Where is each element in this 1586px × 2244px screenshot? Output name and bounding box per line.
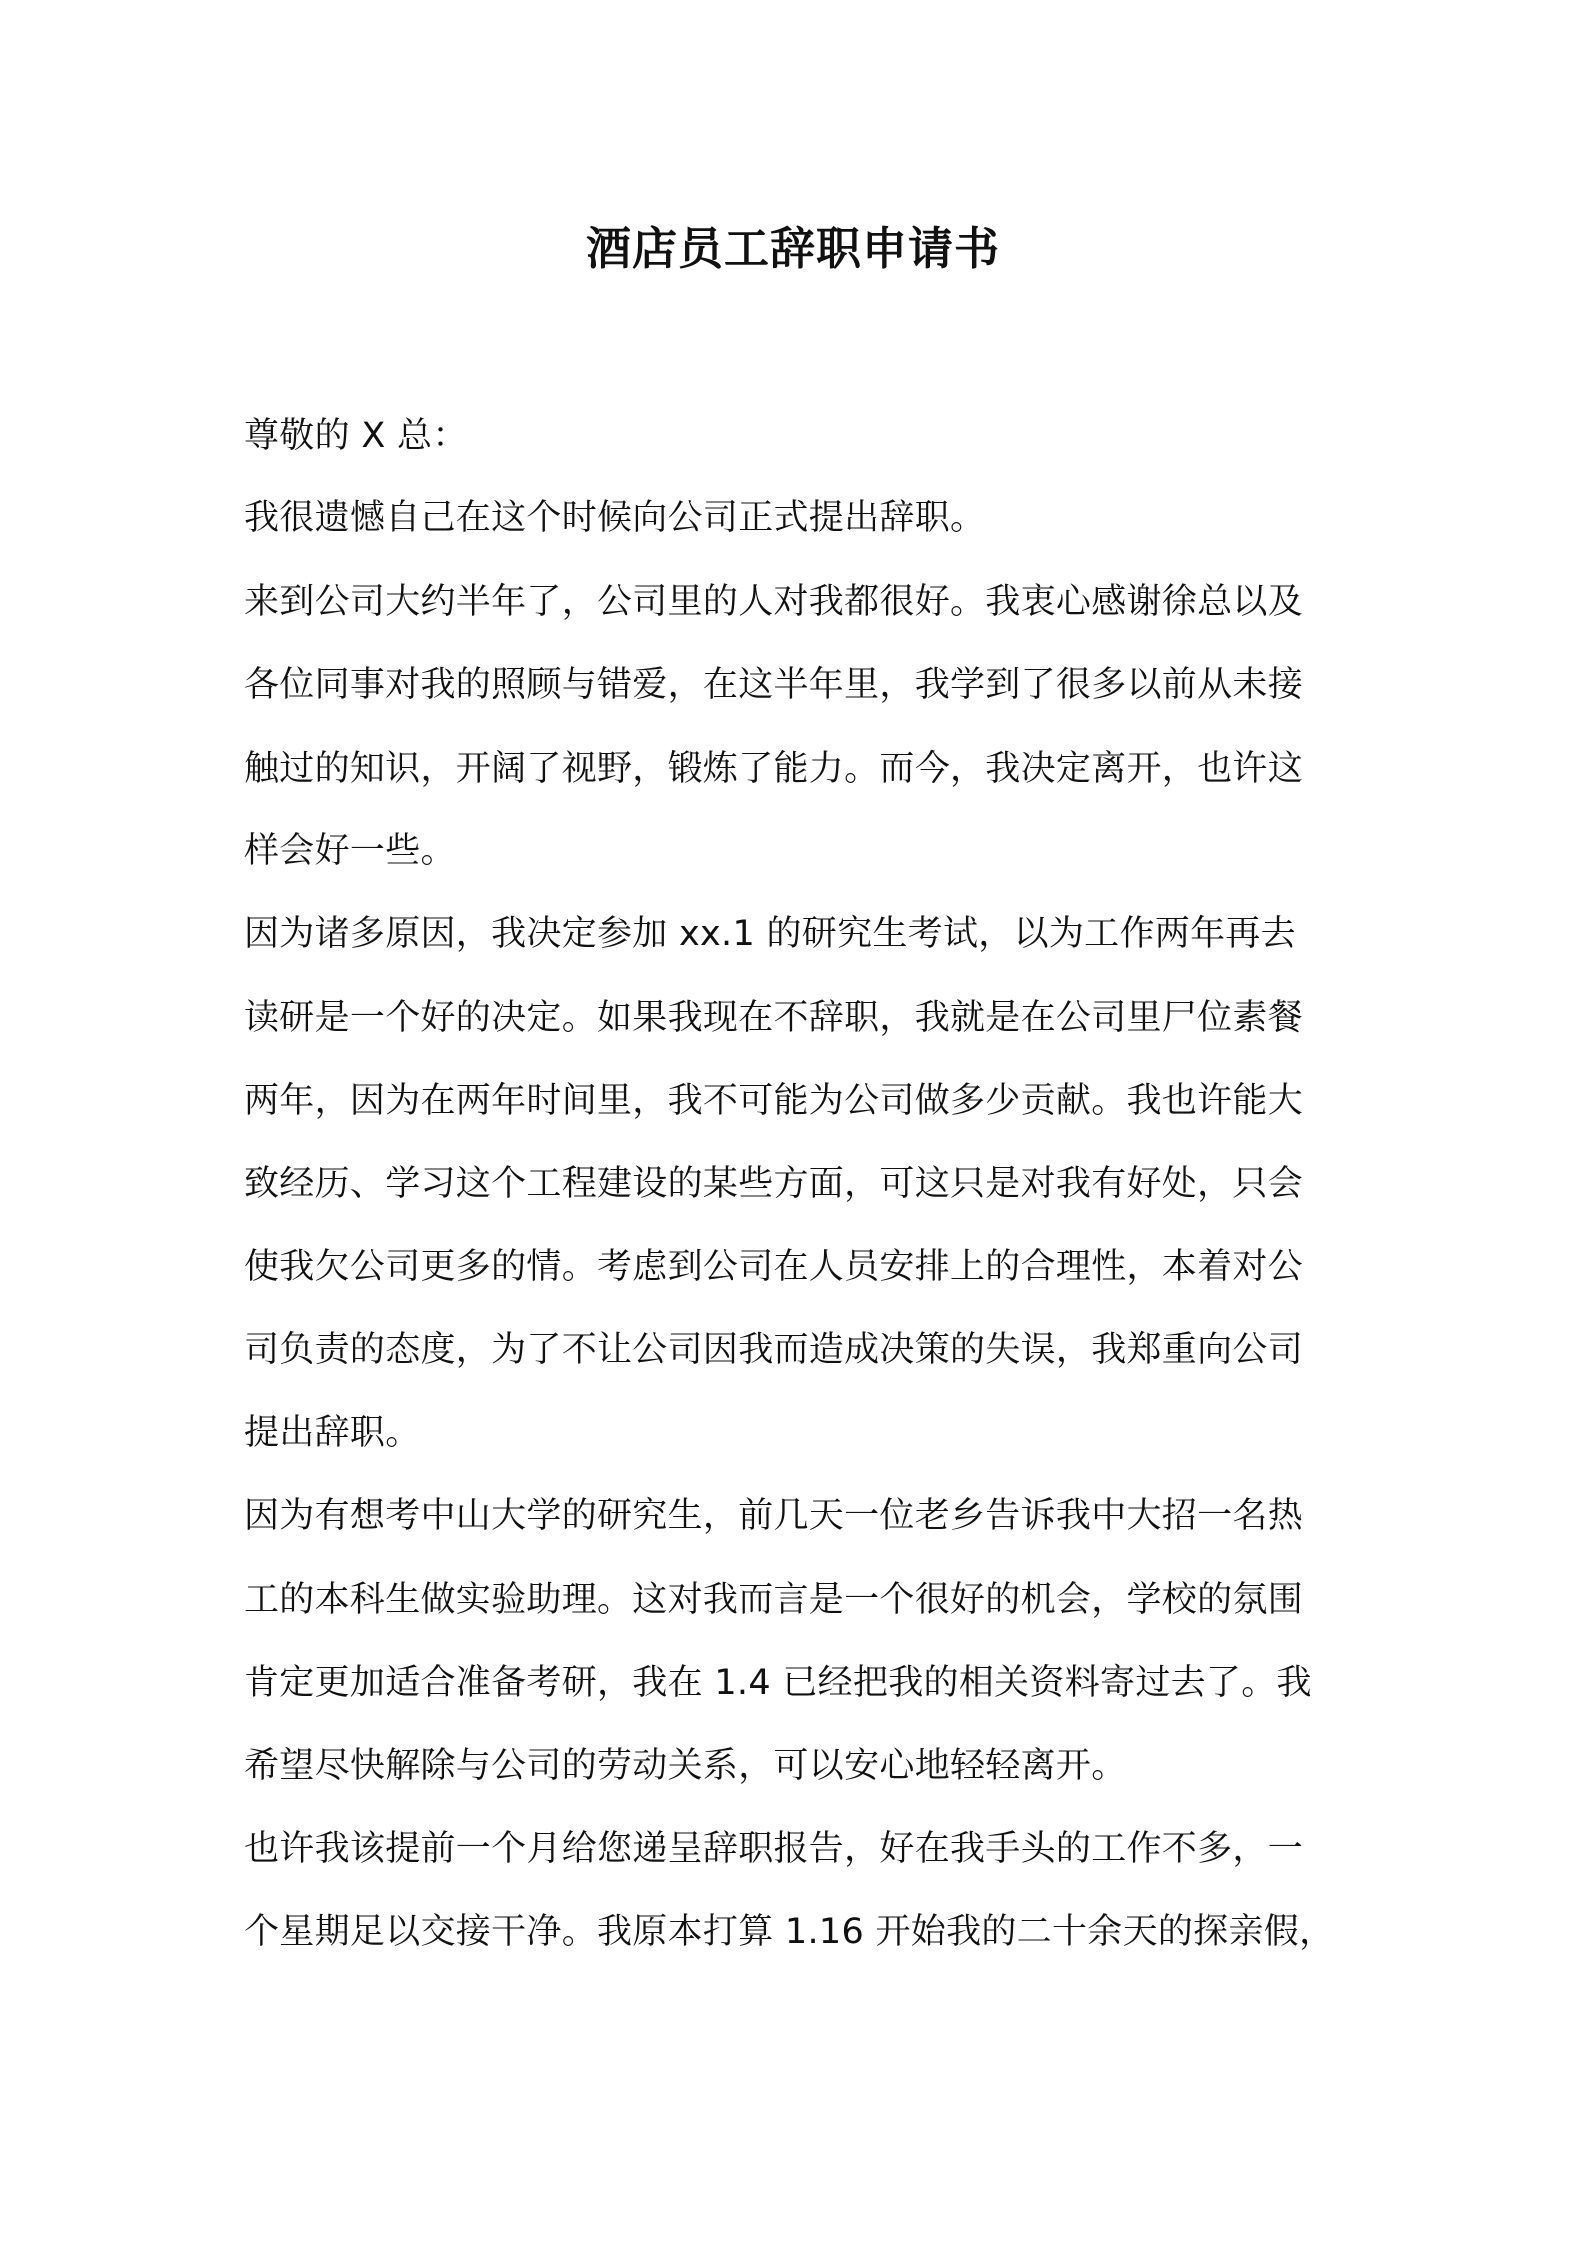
body-line: 来到公司大约半年了，公司里的人对我都很好。我衷心感谢徐总以及 [244,582,1304,622]
body-line: 因为有想考中山大学的研究生，前几天一位老乡告诉我中大招一名热 [244,1496,1304,1536]
body-line: 个星期足以交接干净。我原本打算 1.16 开始我的二十余天的探亲假， [244,1912,1335,1952]
document-title: 酒店员工辞职申请书 [585,222,1000,275]
body-line: 两年，因为在两年时间里，我不可能为公司做多少贡献。我也许能大 [244,1081,1304,1121]
body-line: 致经历、学习这个工程建设的某些方面，可这只是对我有好处，只会 [244,1164,1304,1204]
body-line: 读研是一个好的决定。如果我现在不辞职，我就是在公司里尸位素餐 [244,998,1304,1038]
body-line: 希望尽快解除与公司的劳动关系，可以安心地轻轻离开。 [244,1746,1127,1786]
salutation: 尊敬的 X 总： [244,416,468,456]
body-line: 使我欠公司更多的情。考虑到公司在人员安排上的合理性，本着对公 [244,1247,1304,1287]
body-line: 也许我该提前一个月给您递呈辞职报告，好在我手头的工作不多，一 [244,1829,1304,1869]
body-line: 因为诸多原因，我决定参加 xx.1 的研究生考试，以为工作两年再去 [244,914,1296,954]
body-line: 触过的知识，开阔了视野，锻炼了能力。而今，我决定离开，也许这 [244,749,1304,789]
body-line: 工的本科生做实验助理。这对我而言是一个很好的机会，学校的氛围 [244,1580,1304,1620]
body-line: 提出辞职。 [244,1413,421,1453]
body-line: 样会好一些。 [244,831,456,871]
body-line: 肯定更加适合准备考研，我在 1.4 已经把我的相关资料寄过去了。我 [244,1663,1312,1703]
body-line: 司负责的态度，为了不让公司因我而造成决策的失误，我郑重向公司 [244,1330,1304,1370]
body-line: 各位同事对我的照顾与错爱，在这半年里，我学到了很多以前从未接 [244,665,1304,705]
body-line: 我很遗憾自己在这个时候向公司正式提出辞职。 [244,498,986,538]
